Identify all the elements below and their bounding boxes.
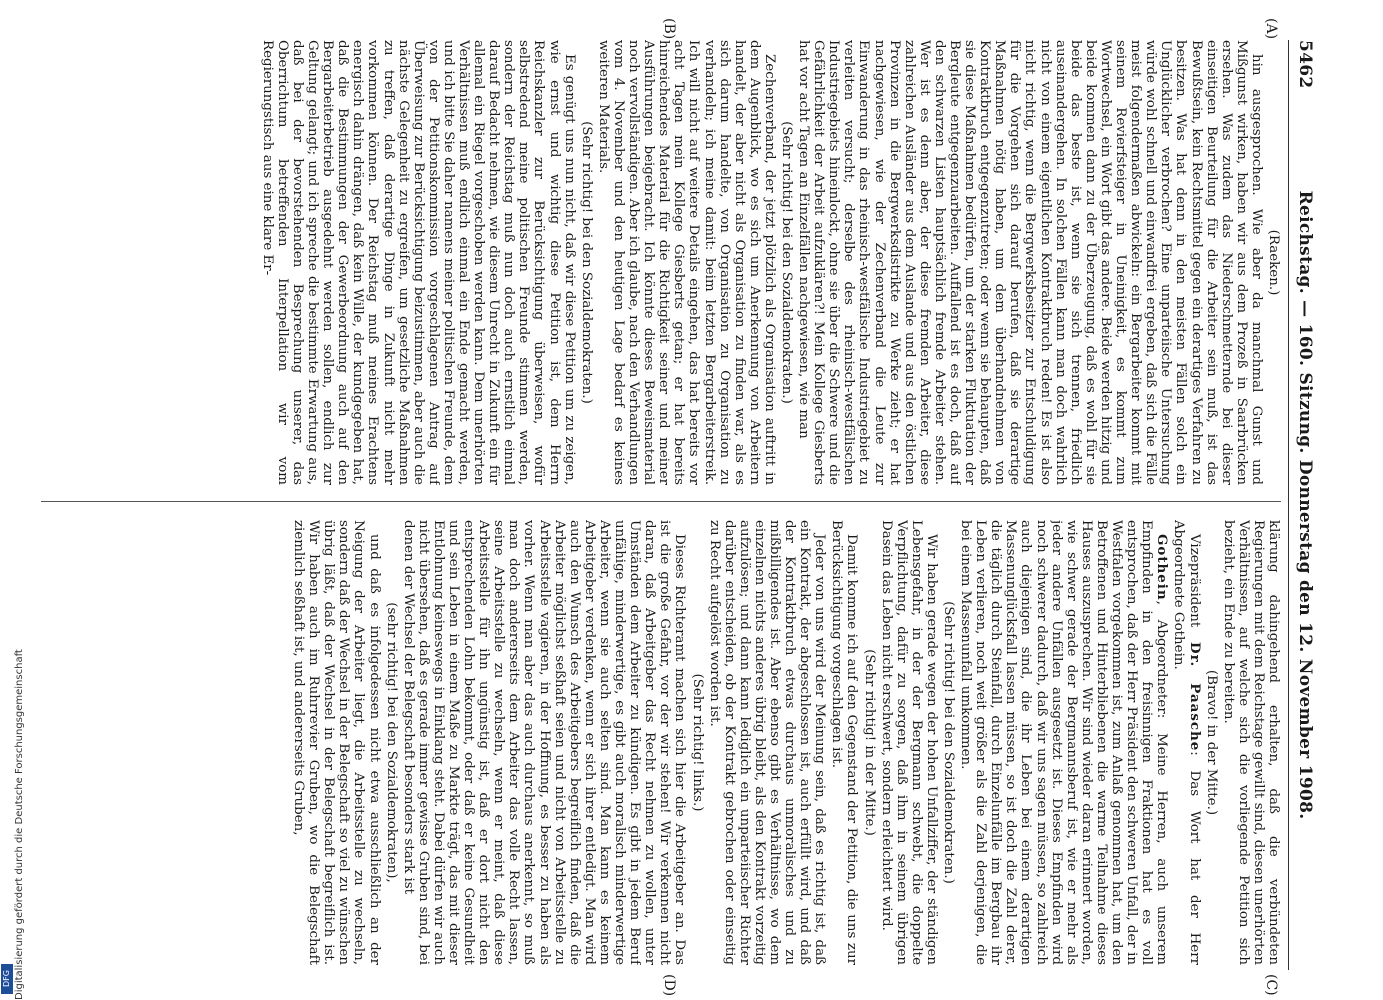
column-divider [41,501,1281,502]
right-column-paragraph: Damit komme ich auf den Gegenstand der Petition, die uns zur Berücksichtigung vorgeschlagen ist. [829,520,860,965]
left-column-paragraph: (Sehr richtig! bei den Sozialdemokraten.) [779,121,794,404]
right-column-paragraph: Wir haben gerade wegen der hohen Unfallziffer, der ständigen Lebensgefahr, in der der Bergmann schwebt, die doppelte Verpflichtung, dafür zu sorgen, daß ihm in seinem übrigen Dasein das Leben nicht erschwert, sondern erleichtert wird. [878,520,939,965]
speaker-name: Gothein [1154,534,1171,601]
right-column-paragraph: (Sehr richtig! bei den Sozialdemokraten.) [941,601,957,884]
page-header [1289,40,1315,970]
right-text-column [41,520,1281,965]
right-column-paragraph: (sehr richtig! bei den Sozialdemokraten), [383,602,399,883]
speaker-name: Dr. Paasche [1186,642,1203,752]
left-column-paragraph: Zechenverband, der jetzt plötzlich als Organisation auftritt in dem Augenblick, wo es sich um Anerkennung von Arbeitern handelt, der aber nicht als Organisation zu finden war, als es sich darum handelte, von Organisation zu Organisation zu verhandeln; ich meine damit: beim letzten Bergarbeiterstreik. Ich will nicht auf weitere Details eingehen, das hat bereits vor acht Tagen mein Kollege Giesberts getan; er hat bereits hinreichendes Material für die Richtigkeit seiner und meiner Ausführungen beigebracht. Ich könnte dieses Beweismaterial noch vervollständigen. Aber ich glaube, nach den Verhandlungen vom 4. November und den heutigen Lage bedarf es keines weiteren Materials. [595,40,777,485]
session-title: Reichstag. — 160. Sitzung. Donnerstag den 12. November 1908. [1295,190,1315,820]
dfg-logo: DFG [1,964,13,994]
margin-marker-b: (B) [661,18,677,40]
page-number: 5462 [1295,40,1315,89]
right-column-paragraph: (Sehr richtig! links.) [689,673,705,812]
left-column-paragraph: (Sehr richtig! bei den Sozialdemokraten.) [578,121,594,404]
right-column-paragraph: (Sehr richtig! in der Mitte.) [861,649,877,836]
right-column-paragraph: und daß es infolgedessen nicht etwa ausschließlich an der Neigung der Arbeiter liegt, die Arbeitsstelle zu wechseln, sondern daß der Wechsel in der Belegschaft so viel zu wünschen übrig läßt, daß der Wechsel in der Belegschaft begreiflich ist. Wir haben auch im Ruhrrevier Gruben, wo die Belegschaft ziemlich seßhaft ist, und andererseits Gruben, [291,520,382,965]
left-column-paragraph: (Raeken.) [1266,229,1281,296]
left-column-paragraph: hin ausgesprochen. Wie aber da manchmal Gunst und Mißgunst wirken, haben wir aus dem Prozeß in Saarbrücken ersehen. Was zudem das Niederschmetternde bei dieser einseitigen Beurteilung für die Arbeiter sein muß, ist das Bewußtsein, kein Rechtsmittel gegen ein derartiges Verfahren zu besitzen. Was hat denn in den meisten Fällen solch ein Unglücklicher verbrochen? Eine unparteiische Untersuchung würde wohl schnell und einwandfrei ergeben, daß sich die Fälle meist folgendermaßen abwickeln: ein Bergarbeiter kommt mit seinem Revierfsteiger in Uneinigkeit, es kommt zum Wortwechsel, ein Wort gibt das andere. Beide werden hitzig und beide kommen dann zu der Überzeugung, daß es wohl für sie beide das beste ist, wenn sie sich trennen, friedlich auseinandergehen. In solchen Fällen kann man doch wahrlich nicht von einem eigentlichen Kontraktbruch reden! Es ist also nicht richtig, wenn die Bergwerksbesitzer zur Entschuldigung für die Vorgehen sich darauf berufen, daß sie derartige Maßnahmen nötig haben, um dem überhandnehmen von Kontraktbruch entgegenzutreten; oder wenn sie behaupten, daß sie diese Maßnahmen bedürfen, um der starken Fluktuation der Bergleute entgegenzuarbeiten. Auffallend ist es doch, daß auf den schwarzen Listen hauptsächlich fremde Arbeiter stehen. Wer ist es denn aber, der diese fremden Arbeiter, diese zahlreichen Ausländer aus dem Auslande und aus den östlichen Provinzen in die Bergwerksdistrikte zu Werke zieht; er hat nachgewiesen, wie der Zechenverband die Leute zur Einwanderung in das rheinisch-westfälische Industriegebiet zu verleiten versucht; derselbe des rheinisch-westfälischen Industriegebiets hineinlockt, ohne sie über die Schwere und die Gefährlichkeit der Arbeit aufzuklären?! Mein Kollege Giesberts hat vor acht Tagen an Einzelfällen nachgewiesen, wie man [796,40,1264,485]
left-column-paragraph: Es genügt uns nun nicht, daß wir diese Petition um zu zeigen, wie ernst und wichtig diese Petition ist, dem Herrn Reichskanzler zur Berücksichtigung überweisen, wofür selbstredend meine politischen Freunde stimmen werden, sondern der Reichstag muß nun doch auch ernstlich einmal darauf Bedacht nehmen, wie diesem Unrecht in Zukunft ein für allemal ein Riegel vorgeschoben werden kann. Dem unerhörten Verhältnissen muß endlich einmal ein Ende gemacht werden, und ich bitte Sie daher namens meiner politischen Freunde, dem von der Petitionskommission vorgeschlagenen Antrag auf Überweisung zur Berücksichtigung beizustimmen, aber auch die nächste Gelegenheit zu ergreifen, um gesetzliche Maßnahmen zu treffen, daß derartige Dinge in Zukunft nicht mehr vorkommen können. Der Reichstag muß meines Erachtens energisch dahin drängen, daß kein Wille, der kundgegeben hat, daß die Bestimmungen der Gewerbeordnung auch auf den Bergarbeiterbetrieb ausgedehnt werden sollen, endlich zur Geltung gelangt; und ich spreche die bestimmte Erwartung aus, daß bei der bevorstehenden Besprechung unserer, das Oberrichtum betreffenden Interpellation wir vom Regierungstisch aus eine klare Er- [259,40,577,485]
right-column-paragraph: Vizepräsident Dr. Paasche: Das Wort hat der Herr Abgeordnete Gothein. [1171,520,1203,965]
right-column-paragraph: Jeder von uns wird der Meinung sein, daß es richtig ist, daß ein Kontrakt, der abgeschlossen ist, auch erfüllt wird, und daß der Kontraktbruch etwas durchaus unmoralisches und zu mißbilligendes ist. Aber ebenso gibt es Verhältnisse, wo dem einzelnen nichts anderes übrig bleibt, als den Kontrakt vorzeitig aufzulösen; und dann kann lediglich ein unparteiischer Richter darüber entscheiden, ob der Kontrakt gebrochen oder einseitig zu Recht aufgelöst worden ist. [706,520,828,965]
margin-marker-c: (C) [1263,974,1279,996]
header-rule [1288,40,1289,970]
margin-marker-a: (A) [1263,18,1279,40]
right-column-paragraph: (Bravo! in der Mitte.) [1203,669,1219,816]
right-column-paragraph: Gothein, Abgeordneter: Meine Herren, auch unserem Empfinden in den freisinnigen Fraktionen hat es voll entsprochen, daß der Herr Präsident den schweren Unfall, der in Westfalen vorgekommen ist, zum Anlaß genommen hat, um den Betroffenen und Hinterbliebenen die warme Teilnahme dieses Hauses auszusprechen. Wir sind wieder daran erinnert worden, wie schwer gerade der Bergmannsberuf ist, wie er mehr als jeder andere Unfällen ausgesetzt ist. Dieses Empfinden wird noch schwerer dadurch, daß wir uns sagen müssen, so zahlreich auch diejenigen sind, die ihr Leben bei einem derartigen Massenunglücksfall lassen müssen, so ist doch die Zahl derer, die täglich durch Steinfall, durch Einzelunfälle im Bergbau ihr Leben verlieren, noch weit größer als die Zahl derjenigen, die bei einem Massenunfall umkommen. [958,520,1171,965]
right-column-paragraph: Dieses Richteramt machen sich hier die Arbeitgeber an. Das ist die große Gefahr, vor der wir stehen! Wir verkennen nicht daran, daß Arbeitgeber das Recht nehmen zu wollen, unter Umständen dem Arbeiter zu kündigen. Es gibt in jedem Beruf unfähige, minderwertige, es gibt auch moralisch minderwertige Arbeiter, wenn sie auch selten sind. Man kann es keinem Arbeitgeber verdenken, wenn er sich ihrer entledigt. Man wird auch den Wunsch des Arbeitgebers begreiflich finden, daß die Arbeiter möglichst seßhaft seien und nicht von Arbeitsstelle zu Arbeitsstelle vagieren, in der Hoffnung, es besser zu haben als vorher. Wenn man aber das auch durchaus anerkennt, so muß man doch andererseits dem Arbeiter das volle Recht lassen, seine Arbeitsstelle zu wechseln, wenn er meint, daß diese Arbeitsstelle für ihn ungünstig ist, daß er dort nicht den entsprechenden Lohn bekommt, oder daß er keine Gesundheit und sein Leben in einem Maße zu Markte trägt, das mit dieser Entlohnung keineswegs in Einklang steht. Dabei dürfen wir auch nicht übersehen, daß es gerade immer gewisse Gruben sind, bei denen der Wechsel der Belegschaft besonders stark ist [400,520,688,965]
margin-marker-d: (D) [661,974,677,997]
right-column-paragraph: klärung dahingehend erhalten, daß die verbündeten Regierungen mit dem Reichstage gewillt sind, diesen unerhörten Verhältnissen, auf welche sich die vorliegende Petition sich bezieht, ein Ende zu bereiten. [1220,520,1281,965]
document-page [15,18,1315,997]
digitization-note: Digitalisierung gefördert durch die Deutsche Forschungsgemeinschaft [14,649,25,1000]
left-text-column [41,40,1281,485]
